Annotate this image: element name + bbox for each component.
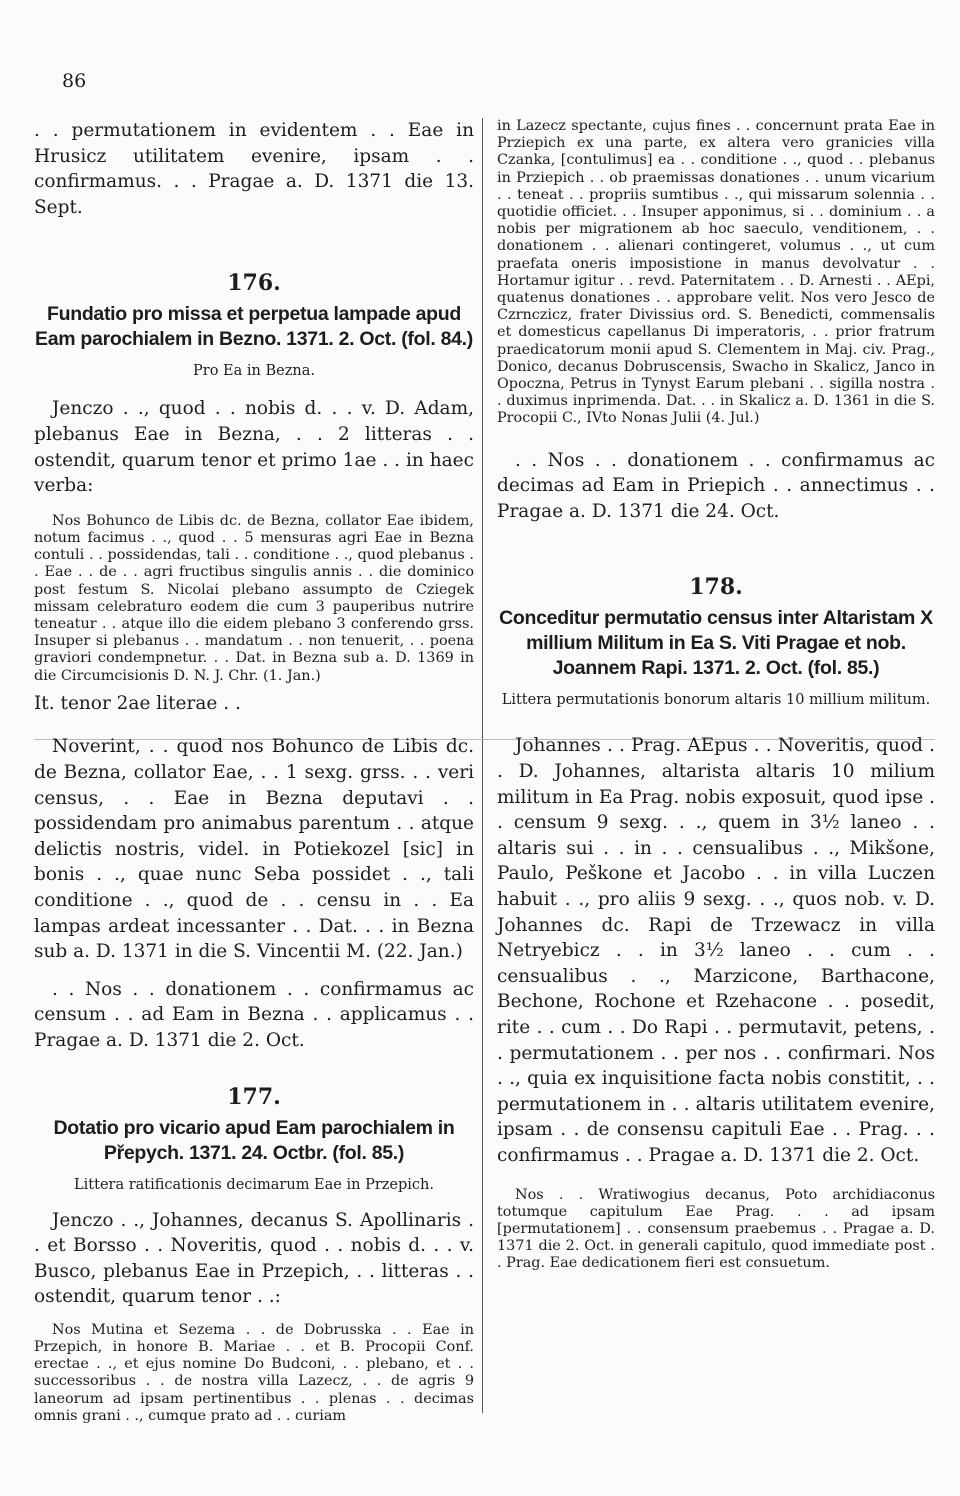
entry-subtitle-178: Littera permutationis bonorum altaris 10 millium militum. (501, 692, 931, 709)
charter-quote: in Lazecz spectante, cujus fines . . concernunt prata Eae in Prziepich ex una parte, ex altera vero granicies villa Czanka, [contulimus] ea . . conditione . ., quod . . plebanus in Prziepich . . ob praemissas donationes . . unum vicarium . . teneat . . propriis sumtibus . ., qui missarum solennia . . quotidie officiet. . . Insuper apponimus, si . . dominium . . a nobis per migrationem ab hoc saeculo, venditionem, . . donationem . . alienari contingeret, volumus . ., ut cum praefata oneris imposistione in manus devolvatur . . Hortamur igitur . . revd. Paternitatem . . D. Arnesti . . AEpi, quatenus donationes . . approbare velit. Nos vero Jesco de Czrnczicz, frater Divissius ord. S. Benedicti, commensalis et domesticus capellanus Di imperatoris, . . prior fratrum praedicatorum monii apud S. Clementem in Maj. civ. Prag., Donico, decanus Dobruscensis, Swacho in Skalicz, Janco in Opoczna, Petrus in Tynyst Earum plebani . . sigilla nostra . . duximus inprimenda. Dat. . . in Skalicz a. D. 1361 in die S. Procopii C., IVto Nonas Julii (4. Jul.) (497, 118, 935, 427)
body-paragraph: Jenczo . ., Johannes, decanus S. Apollinaris . . et Borsso . . Noveritis, quod . . nobis d. . . v. Busco, plebanus Eae in Przepich, . . litteras . . ostendit, quarum tenor . .: (34, 1209, 474, 1308)
continuation-paragraph: . . permutationem in evidentem . . Eae in Hrusicz utilitatem evenire, ipsam . . confirmamus. . . Pragae a. D. 1371 die 13. Sept. (34, 120, 474, 218)
body-line: It. tenor 2ae literae . . (34, 692, 241, 714)
entry-heading-178: Conceditur permutatio census inter Altaristam X millium Militum in Ea S. Viti Pragae et nob. Joannem Rapi. 1371. 2. Oct. (fol. 85.) (499, 607, 933, 680)
right-column (497, 118, 935, 1273)
page-number: 86 (62, 70, 87, 92)
body-paragraph: Noverint, . . quod nos Bohunco de Libis dc. de Bezna, collator Eae, . . 1 sexg. grss. . . veri census, . . Eae in Bezna deputavi . . possidendam pro animabus parentum . . atque delictis nostris, videl. in Potiekozel [sic] in bonis . ., quae nunc Seba possidet . ., tali conditione . ., quod de . . censu in . . Ea lampas ardeat incessanter . . Dat. . . in Bezna sub a. D. 1371 in die S. Vincentii M. (22. Jan.) (34, 736, 474, 963)
entry-number-176: 176. (227, 270, 281, 297)
charter-quote: Nos Bohunco de Libis dc. de Bezna, collator Eae ibidem, notum facimus . ., quod . . 5 mensuras agri Eae in Bezna contuli . . possidendas, tali . . conditione . ., quod plebanus . . Eae . . de . . agri fructibus singulis annis . . die dominico post festum S. Nicolai plebano assumpto de Cziegek missam celebraturo eodem die cum 3 pauperibus nutrire teneatur . . atque illo die eidem plebano 3 conferendo grss. Insuper si plebanus . . mandatum . . non tenuerit, . . poena graviori condempnetur. . . Dat. in Bezna sub a. D. 1369 in die Circumcisionis D. N. J. Chr. (1. Jan.) (34, 512, 474, 684)
entry-subtitle-176: Pro Ea in Bezna. (193, 363, 315, 380)
body-paragraph: . . Nos . . donationem . . confirmamus ac censum . . ad Eam in Bezna . . applicamus . . Pragae a. D. 1371 die 2. Oct. (34, 978, 474, 1051)
entry-subtitle-177: Littera ratificationis decimarum Eae in Przepich. (74, 1176, 434, 1193)
body-paragraph: Johannes . . Prag. AEpus . . Noveritis, quod . . D. Johannes, altarista altaris 10 milium militum in Ea Prag. nobis exposuit, quod ipse . . censum 9 sexg. . ., quem in 3½ laneo . . altaris sui . . in . . censualibus . ., Mikšone, Paulo, Peškone et Jacobo . . in villa Luczen habuit . ., pro aliis 9 sexg. . ., quos nob. v. D. Johannes dc. Rapi de Trzewacz in villa Netryebicz . . in 3½ laneo . . cum . . censualibus . ., Marzicone, Barthacone, Bechone, Rochone et Rzehacone . . posedit, rite . . cum . . Do Rapi . . permutavit, petens, . . permutationem . . per nos . . confirmari. Nos . ., quia ex inquisitione facta nobis constitit, . . permutationem in . . altaris utilitatem evenire, ipsam . . de consensu capituli Eae . . Prag. . . confirmamus . . Pragae a. D. 1371 die 2. Oct. (497, 735, 935, 1166)
body-paragraph: Jenczo . ., quod . . nobis d. . . v. D. Adam, plebanus Eae in Bezna, . . 2 litteras . . ostendit, quarum tenor et primo 1ae . . in haec verba: (34, 398, 474, 497)
entry-number-178: 178. (689, 574, 743, 601)
entry-number-177: 177. (227, 1083, 281, 1110)
charter-quote: Nos Mutina et Sezema . . de Dobrusska . . Eae in Przepich, in honore B. Mariae . . et B. Procopii Conf. erectae . ., et ejus nomine Do Budconi, . . plebano, et . . successoribus . . de nostra villa Lazecz, . . de agris 9 laneorum ad ipsam pertinentibus . . plenas . . decimas omnis grani . ., cumque prato ad . . curiam (34, 1321, 474, 1424)
body-paragraph: . . Nos . . donationem . . confirmamus ac decimas ad Eam in Priepich . . annectimus . . Pragae a. D. 1371 die 24. Oct. (497, 449, 935, 522)
column-divider (482, 118, 483, 1413)
entry-heading-177: Dotatio pro vicario apud Eam parochialem in Přepych. 1371. 24. Octbr. (fol. 85.) (53, 1116, 455, 1164)
left-column (34, 118, 474, 1425)
charter-quote: Nos . . Wratiwogius decanus, Poto archidiaconus totumque capitulum Eae Prag. . . ad ipsam [permutationem] . . consensum praebemus . . Pragae a. D. 1371 die 2. Oct. in generali capitulo, quod immediate post . . Prag. Eae dedicationem fieri est consuetum. (497, 1186, 935, 1272)
entry-heading-176: Fundatio pro missa et perpetua lampade apud Eam parochialem in Bezno. 1371. 2. Oct. (fol. 84.) (35, 303, 473, 351)
